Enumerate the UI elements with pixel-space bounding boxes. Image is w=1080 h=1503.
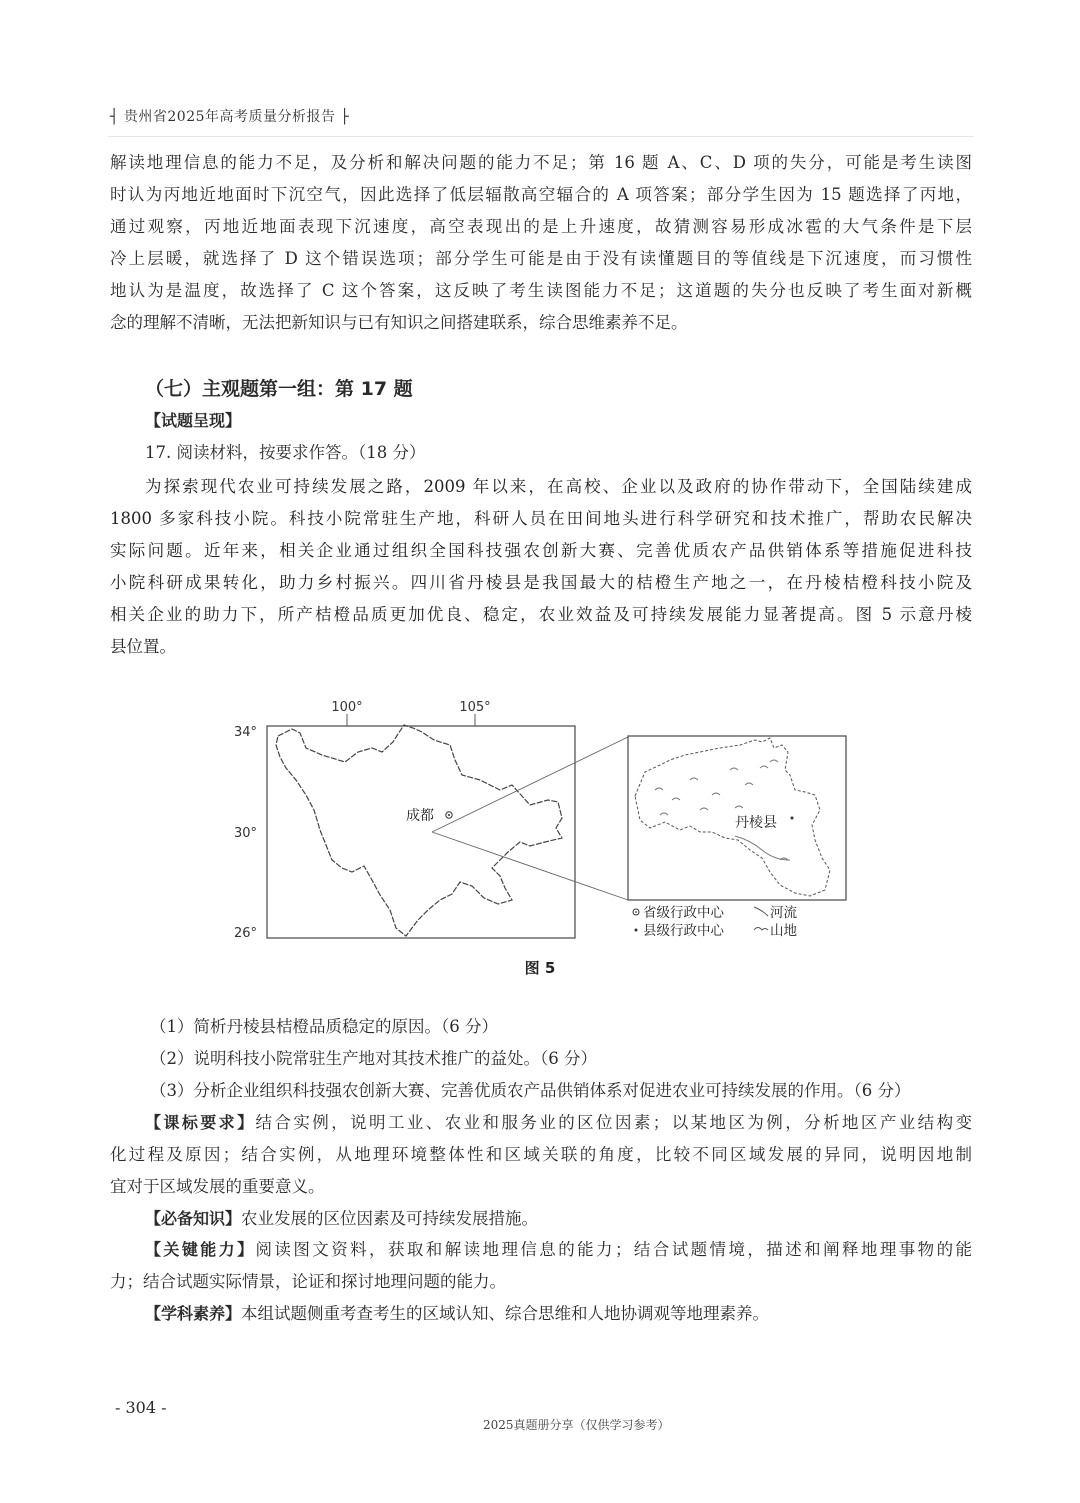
county-label-danleng: 丹棱县 <box>735 815 777 831</box>
header-title: 贵州省2025年高考质量分析报告 <box>123 109 336 125</box>
sub-question-2: （2）说明科技小院常驻生产地对其技术推广的益处。（6 分） <box>150 1049 597 1068</box>
text-line: 时认为丙地近地面时下沉空气，因此选择了低层辐散高空辐合的 A 项答案；部分学生因为 15 题选择了丙地， <box>110 185 972 204</box>
danleng-outline <box>635 738 830 896</box>
curriculum-tag: 【课标要求】 <box>145 1113 256 1132</box>
legend-river-icon <box>754 907 768 916</box>
text-line: 为探索现代农业可持续发展之路，2009 年以来，在高校、企业以及政府的协作带动下，全国陆续建成 <box>145 477 972 496</box>
required-knowledge: 【必备知识】农业发展的区位因素及可持续发展措施。 <box>145 1209 539 1228</box>
curriculum-requirements <box>110 1107 972 1203</box>
page-number: - 304 - <box>115 1398 167 1417</box>
lon-label: 105° <box>459 700 491 715</box>
sichuan-outline <box>276 725 562 936</box>
lon-label: 100° <box>331 700 363 715</box>
key-abilities <box>110 1234 972 1298</box>
legend-provincial-label: 省级行政中心 <box>643 905 724 921</box>
sub-question-1: （1）简析丹棱县桔橙品质稳定的原因。（6 分） <box>150 1017 498 1036</box>
lat-label: 30° <box>234 826 258 841</box>
text-line: 实际问题。近年来，相关企业通过组织全国科技强农创新大赛、完善优质农产品供销体系等措施促进科技 <box>110 541 972 560</box>
city-label-chengdu: 成都 <box>406 808 434 824</box>
text-line: 力；结合试题实际情景，论证和探讨地理问题的能力。 <box>110 1272 506 1291</box>
zoom-line-top <box>432 737 628 832</box>
text-line: 【关键能力】阅读图文资料，获取和解读地理信息的能力；结合试题情境，描述和阐释地理事物的能 <box>145 1240 972 1259</box>
map-frame-left <box>267 726 575 938</box>
question-stem: 17. 阅读材料，按要求作答。（18 分） <box>145 443 426 462</box>
text-line: 【课标要求】结合实例，说明工业、农业和服务业的区位因素；以某地区为例，分析地区产业结构变 <box>145 1113 972 1132</box>
text-line: 宜对于区域发展的重要意义。 <box>110 1177 325 1196</box>
text-line: 地认为是温度，故选择了 C 这个答案，这反映了考生读图能力不足；这道题的失分也反映了考生面对新概 <box>110 281 972 300</box>
text-line: 县位置。 <box>110 637 176 656</box>
text-line: 相关企业的助力下，所产桔橙品质更加优良、稳定，农业效益及可持续发展能力显著提高。图 5 示意丹棱 <box>110 605 972 624</box>
legend-county-icon <box>635 929 638 932</box>
county-center-marker <box>791 817 794 820</box>
header-right-mark: ├ <box>340 109 350 125</box>
sub-question-3: （3）分析企业组织科技强农创新大赛、完善优质农产品供销体系对促进农业可持续发展的作用。（6 分） <box>150 1081 911 1100</box>
header-left-mark: ┤ <box>110 109 119 125</box>
section-heading: （七）主观题第一组：第 17 题 <box>145 378 413 400</box>
legend-county-label: 县级行政中心 <box>643 923 724 939</box>
lat-label: 26° <box>234 926 258 941</box>
text-line: 通过观察，丙地近地面表现下沉速度，高空表现出的是上升速度，故猜测容易形成冰雹的大气条件是下层 <box>110 217 972 236</box>
lat-label: 34° <box>234 725 258 740</box>
legend-mountain-label: 山地 <box>770 923 797 939</box>
text-line: 冷上层暖，就选择了 D 这个错误选项；部分学生可能是由于没有读懂题目的等值线是下沉速度，而习惯性 <box>110 249 972 268</box>
river-line <box>735 836 790 860</box>
knowledge-tag: 【必备知识】 <box>145 1209 242 1228</box>
legend-mountain-icon <box>754 928 768 931</box>
text-line: 1800 多家科技小院。科技小院常驻生产地，科研人员在田间地头进行科学研究和技术推广，帮助农民解决 <box>110 509 972 528</box>
figure-caption: 图 5 <box>524 959 556 977</box>
text-line: 小院科研成果转化，助力乡村振兴。四川省丹棱县是我国最大的桔橙生产地之一，在丹棱桔橙科技小院及 <box>110 573 972 592</box>
ability-tag: 【关键能力】 <box>145 1240 256 1259</box>
text-line: 化过程及原因；结合实例，从地理环境整体性和区域关联的角度，比较不同区域发展的异同，说明因地制 <box>110 1145 972 1164</box>
footer-note: 2025真题册分享（仅供学习参考） <box>483 1418 670 1432</box>
question-tag: 【试题呈现】 <box>145 411 242 430</box>
legend-river-label: 河流 <box>770 905 797 921</box>
text-line: 念的理解不清晰，无法把新知识与已有知识之间搭建联系，综合思维素养不足。 <box>110 313 688 332</box>
mountain-symbols <box>655 760 788 860</box>
text-line: 解读地理信息的能力不足，及分析和解决问题的能力不足；第 16 题 A、C、D 项的失分，可能是考生读图 <box>110 153 972 172</box>
subject-literacy: 【学科素养】本组试题侧重考查考生的区域认知、综合思维和人地协调观等地理素养。 <box>145 1304 770 1323</box>
zoom-line-bottom <box>432 832 628 900</box>
literacy-tag: 【学科素养】 <box>145 1304 242 1323</box>
